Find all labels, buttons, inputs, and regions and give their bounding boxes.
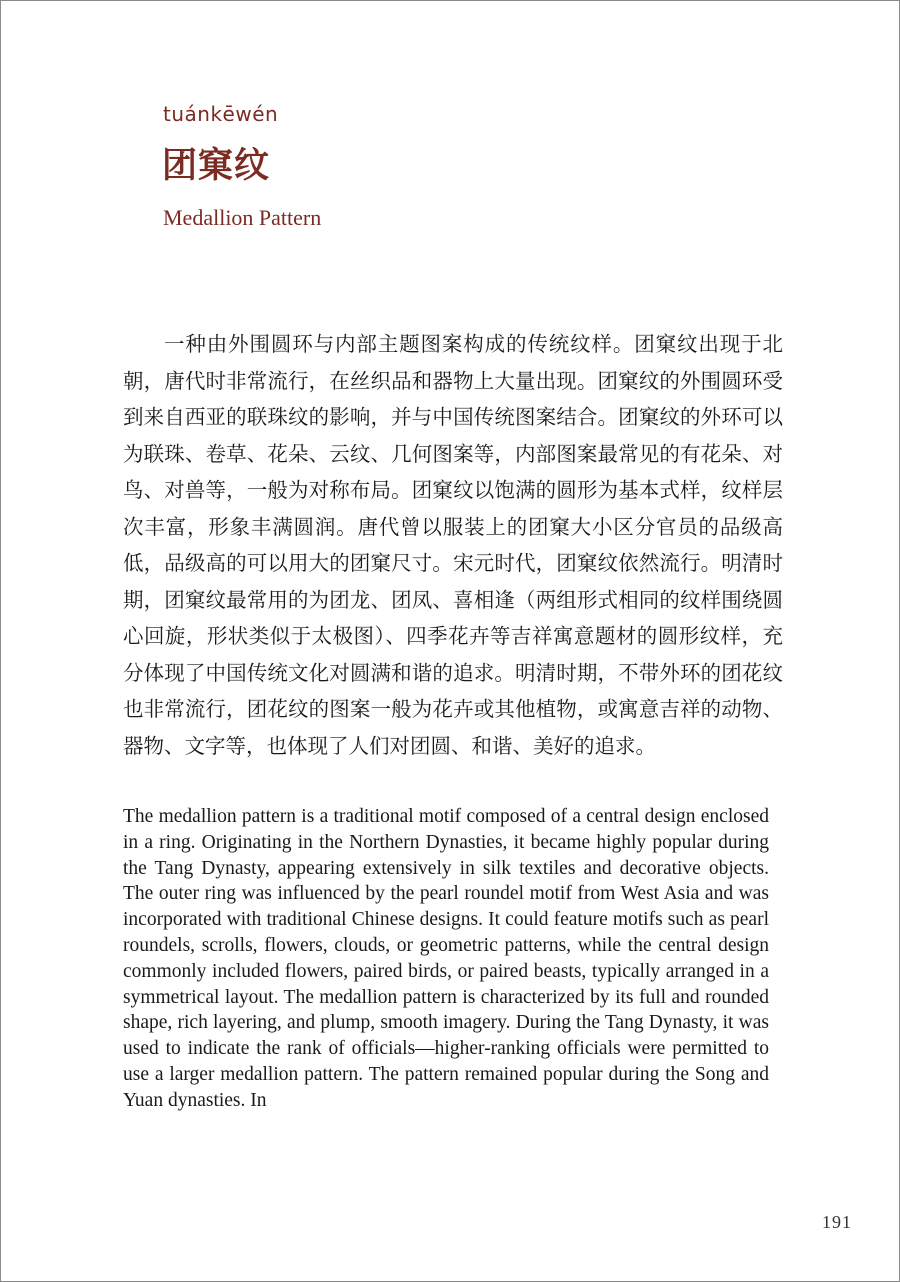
entry-pinyin: tuánkēwén xyxy=(163,102,279,126)
entry-title-chinese: 团窠纹 xyxy=(162,146,271,186)
chinese-description: 一种由外围圆环与内部主题图案构成的传统纹样。团窠纹出现于北朝，唐代时非常流行，在丝织品和器物上大量出现。团窠纹的外围圆环受到来自西亚的联珠纹的影响，并与中国传统图案结合。团窠纹的外环可以为联珠、卷草、花朵、云纹、几何图案等，内部图案最常见的有花朵、对鸟、对兽等，一般为对称布局。团窠纹以饱满的圆形为基本式样，纹样层次丰富，形象丰满圆润。唐代曾以服装上的团窠大小区分官员的品级高低，品级高的可以用大的团窠尺寸。宋元时代，团窠纹依然流行。明清时期，团窠纹最常用的为团龙、团凤、喜相逢（两组形式相同的纹样围绕圆心回旋，形状类似于太极图）、四季花卉等吉祥寓意题材的圆形纹样，充分体现了中国传统文化对圆满和谐的追求。明清时期，不带外环的团花纹也非常流行，团花纹的图案一般为花卉或其他植物，或寓意吉祥的动物、器物、文字等，也体现了人们对团圆、和谐、美好的追求。 xyxy=(123,332,783,758)
entry-title-english: Medallion Pattern xyxy=(163,205,322,230)
page-number: 191 xyxy=(822,1212,852,1232)
english-description: The medallion pattern is a traditional motif composed of a central design enclosed in a ring. Originating in the Northern Dynasties, it became highly popular during the Tang Dynasty, appearing extensively in silk textiles and decorative objects. The outer ring was influenced by the pearl roundel motif from West Asia and was incorporated with traditional Chinese designs. It could feature motifs such as pearl roundels, scrolls, flowers, clouds, or geometric patterns, while the central design commonly included flowers, paired birds, or paired beasts, typically arranged in a symmetrical layout. The medallion pattern is characterized by its full and rounded shape, rich layering, and plump, smooth imagery. During the Tang Dynasty, it was used to indicate the rank of officials—higher-ranking officials were permitted to use a larger medallion pattern. The pattern remained popular during the Song and Yuan dynasties. In xyxy=(123,806,769,1111)
